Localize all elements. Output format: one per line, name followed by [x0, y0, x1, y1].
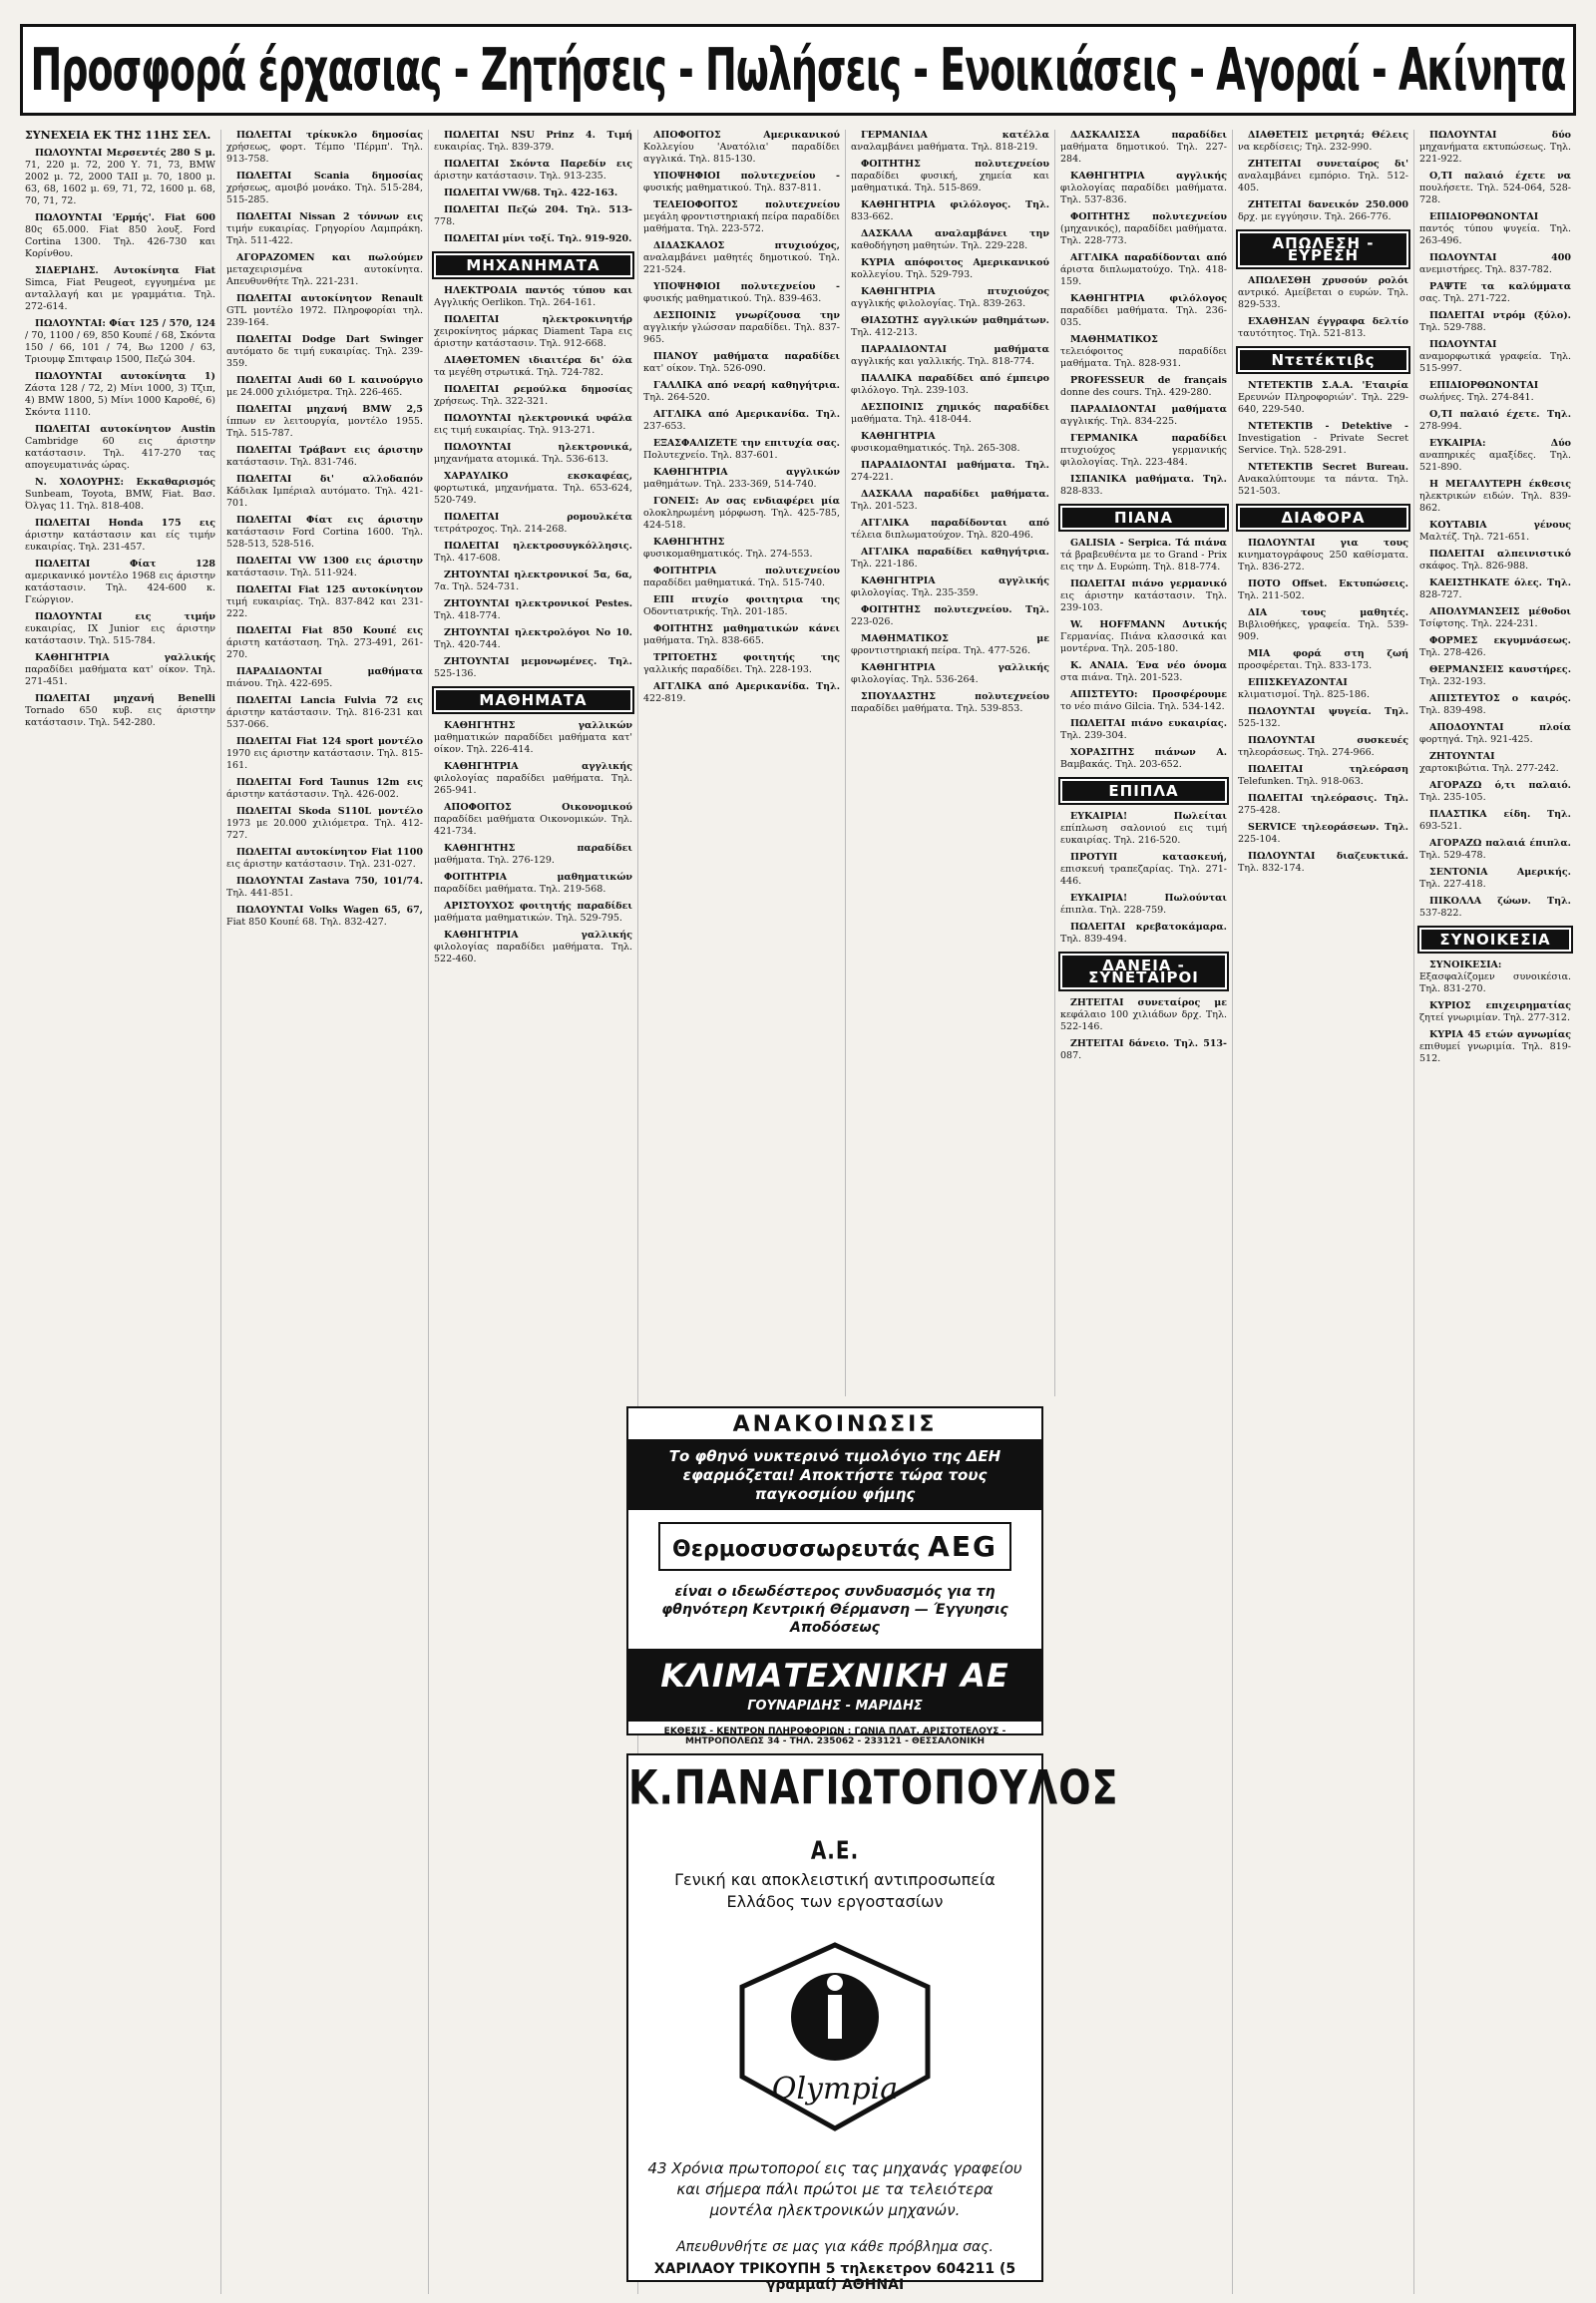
classified-ad: ΠΩΛΕΙΤΑΙ αυτοκίνητον Austin Cambridge 60 εις άριστην κατάστασιν. Τηλ. 417-270 τας απογευματινάς ώρας. [25, 424, 215, 471]
section-header-machines: ΜΗΧΑΝΗΜΑΤΑ [434, 253, 632, 277]
classified-ad: ΖΗΤΕΙΤΑΙ συνεταίρος με κεφάλαιο 100 χιλιάδων δρχ. Τηλ. 522-146. [1060, 997, 1227, 1032]
classified-ad: ΠΛΑΣΤΙΚΑ είδη. Τηλ. 693-521. [1419, 809, 1571, 832]
classified-ad: ΠΩΛΟΥΝΤΑΙ ηλεκτρονικά, μηχανήματα ατομικά. Τηλ. 536-613. [434, 442, 632, 465]
classified-ad: ΠΩΛΕΙΤΑΙ ρομουλκέτα τετράτροχος. Τηλ. 214-268. [434, 512, 632, 535]
classified-ad: ΠΩΛΟΥΝΤΑΙ αυτοκίνητα 1) Ζάστα 128 / 72, 2) Μίνι 1000, 3) Τζιπ, 4) BMW 1800, 5) Μίνι 1000 Καροθέ, 6) Σκόντα 1110. [25, 371, 215, 418]
classified-ad: ΠΩΛΕΙΤΑΙ Ford Taunus 12m εις άριστην κατάστασιν. Τηλ. 426-002. [226, 777, 423, 800]
ad-olympia-name: Κ.ΠΑΝΑΓΙΩΤΟΠΟΥΛΟΣ [628, 1759, 1119, 1815]
classified-ad: ΠΩΛΕΙΤΑΙ αυτοκίνητον Fiat 1100 εις άριστην κατάστασιν. Τηλ. 231-027. [226, 847, 423, 870]
classified-ad: ΑΠΙΣΤΕΥΤΟΣ ο καιρός. Τηλ. 839-498. [1419, 693, 1571, 716]
classified-ad: ΚΑΘΗΓΗΤΡΙΑ φιλόλογος παραδίδει μαθήματα. Τηλ. 236-035. [1060, 293, 1227, 328]
classified-ad: ΠΩΛΕΙΤΑΙ Scania δημοσίας χρήσεως, αμοιβό μονάκο. Τηλ. 515-284, 515-285. [226, 171, 423, 205]
classified-ad: ΑΠΟΔΟΥΝΤΑΙ πλοία φορτηγά. Τηλ. 921-425. [1419, 722, 1571, 745]
column-6-loans [1060, 997, 1227, 1062]
classified-ad: ΚΑΘΗΓΗΤΡΙΑ αγγλικής φιλολογίας παραδίδει μαθήματα. Τηλ. 537-836. [1060, 171, 1227, 205]
column-1-items [25, 148, 215, 729]
classified-ad: PROFESSEUR de français donne des cours. Τηλ. 429-280. [1060, 375, 1227, 398]
classified-ad: ΚΥΡΙΑ απόφοιτος Αμερικανικού κολλεγίου. Τηλ. 529-793. [851, 257, 1049, 280]
masthead [20, 24, 1576, 116]
classified-ad: ΕΠΙ πτυχίο φοιτητρια της Οδοντιατρικής. Τηλ. 201-185. [643, 594, 840, 617]
classified-ad: ΡΑΨΤΕ τα καλύμματα σας. Τηλ. 271-722. [1419, 281, 1571, 304]
ad-slogan: είναι ο ιδεωδέστερος συνδυασμός για τη φθηνότερη Κεντρική Θέρμανση — Έγγυησις Αποδόσεως [661, 1584, 1008, 1636]
classified-ad: ΠΩΛΕΙΤΑΙ Φίατ 128 αμερικανικό μοντέλο 1968 εις άριστην κατάστασιν. Τηλ. 424-600 κ. Γεώργιον. [25, 559, 215, 605]
classified-ad: ΠΩΛΟΥΝΤΑΙ αναμορφωτικά γραφεία. Τηλ. 515-997. [1419, 339, 1571, 374]
column-6-items [1060, 130, 1227, 498]
classified-ad: ΠΩΛΟΥΝΤΑΙ 400 ανεμιστήρες. Τηλ. 837-782. [1419, 252, 1571, 275]
classified-ad: ΖΗΤΟΥΝΤΑΙ ηλεκτρολόγοι No 10. Τηλ. 420-744. [434, 627, 632, 650]
classified-ad: ΠΩΛΕΙΤΑΙ Nissan 2 τόννων εις τιμήν ευκαιρίας. Γρηγορίου Λαμπράκη. Τηλ. 511-422. [226, 211, 423, 246]
classified-ad: ΚΥΡΙΑ 45 ετών αγνωμίας επιθυμεί γνωριμία. Τηλ. 819-512. [1419, 1029, 1571, 1064]
classified-ad: ΕΥΚΑΙΡΙΑ! Πωλείται επίπλωση σαλονιού εις τιμή ευκαιρίας. Τηλ. 216-520. [1060, 811, 1227, 846]
classified-ad: ΑΡΙΣΤΟΥΧΟΣ φοιτητής παραδίδει μαθήματα μαθηματικών. Τηλ. 529-795. [434, 901, 632, 924]
classified-ad: ΔΙΑΘΕΤΟΜΕΝ ιδιαιτέρα δι' όλα τα μεγέθη στρωτικά. Τηλ. 724-782. [434, 355, 632, 378]
classified-ad: ΠΩΛΟΥΝΤΑΙ ηλεκτρονικά υφάλα εις τιμή ευκαιρίας. Τηλ. 913-271. [434, 413, 632, 436]
column-4-items [643, 130, 840, 705]
classified-ad: ΠΑΛΛΙΚΑ παραδίδει από έμπειρο φιλόλογο. Τηλ. 239-103. [851, 373, 1049, 396]
classified-ad: ΗΛΕΚΤΡΟΔΙΑ παντός τύπου και Αγγλικής Oerlikon. Τηλ. 264-161. [434, 285, 632, 308]
classified-ad: ΑΓΓΛΙΚΑ παραδίδονται από άριστα διπλωματούχο. Τηλ. 418-159. [1060, 252, 1227, 287]
classified-ad: ΠΩΛΕΙΤΑΙ τηλεόρασις. Τηλ. 275-428. [1238, 793, 1408, 816]
classified-ad: ΧΑΡΑΥΛΙΚΟ εκσκαφέας, φορτωτικά, μηχανήματα. Τηλ. 653-624, 520-749. [434, 471, 632, 506]
classified-ad: ΘΙΑΣΩΤΗΣ αγγλικών μαθημάτων. Τηλ. 412-213. [851, 315, 1049, 338]
section-header-misc: ΔΙΑΦΟΡΑ [1238, 506, 1408, 530]
classified-ad: ΝΤΕΤΕΚΤΙΒ - Detektive - Investigation - Private Secret Service. Τηλ. 528-291. [1238, 421, 1408, 456]
classified-ad: ΠΩΛΟΥΝΤΑΙ ψυγεία. Τηλ. 525-132. [1238, 706, 1408, 729]
classified-ad: ΠΩΛΕΙΤΑΙ Φίατ εις άριστην κατάστασιν Ford Cortina 1600. Τηλ. 528-513, 528-516. [226, 515, 423, 550]
column-3 [429, 130, 638, 2294]
classified-ad: ΠΩΛΟΥΝΤΑΙ διαζευκτικά. Τηλ. 832-174. [1238, 851, 1408, 874]
classified-ad: ΠΡΟΤΥΠ κατασκευή, επισκευή τραπεζαρίας. Τηλ. 271-446. [1060, 852, 1227, 887]
column-8-items [1419, 130, 1571, 920]
classified-ad: ΠΩΛΕΙΤΑΙ Dodge Dart Swinger αυτόματο δε τιμή ευκαιρίας. Τηλ. 239-359. [226, 334, 423, 369]
section-header-loans: ΔΑΝΕΙΑ - ΣΥΝΕΤΑΙΡΟΙ [1060, 954, 1227, 989]
classified-ad: ΠΩΛΕΙΤΑΙ αυτοκίνητον Renault GTL μοντέλο 1972. Πληροφορίαι τηλ. 239-164. [226, 293, 423, 328]
column-1 [20, 130, 221, 2294]
classified-ad: ΦΟΙΤΗΤΗΣ πολυτεχνείου. Τηλ. 223-026. [851, 604, 1049, 627]
classified-ad: ΠΑΡΑΔΙΔΟΝΤΑΙ μαθήματα αγγλικής και γαλλικής. Τηλ. 818-774. [851, 344, 1049, 367]
classified-ad: ΣΙΔΕΡΙΔΗΣ. Αυτοκίνητα Fiat Simca, Fiat Peugeot, εγγυημένα με ανταλλαγή και με γραμμάτια. Τηλ. 272-614. [25, 265, 215, 312]
classified-ad: ΠΩΛΕΙΤΑΙ μίνι τοξί. Τηλ. 919-920. [444, 233, 632, 244]
classified-ad: ΔΙΑΘΕΤΕΙΣ μετρητά; Θέλεις να κερδίσεις; Τηλ. 232-990. [1238, 130, 1408, 153]
section-header-detective: Ντετέκτιβς [1238, 348, 1408, 372]
classified-ad: ΠΑΡΑΔΙΔΟΝΤΑΙ μαθήματα. Τηλ. 274-221. [851, 460, 1049, 483]
classified-ad: ΔΙΑ τους μαθητές. Βιβλιοθήκες, γραφεία. Τηλ. 539-909. [1238, 607, 1408, 642]
classified-ad: ΠΩΛΕΙΤΑΙ κρεβατοκάμαρα. Τηλ. 839-494. [1060, 922, 1227, 945]
classified-ad: ΠΩΛΕΙΤΑΙ αλπεινιστικό σκάφος. Τηλ. 826-988. [1419, 549, 1571, 572]
masthead-title: Προσφορά έρχασιας - Ζητήσεις - Πωλήσεις - Ενοικιάσεις - Αγοραί - Ακίνητα [30, 35, 1566, 105]
classified-ad: ΕΞΑΣΦΑΛΙΖΕΤΕ την επιτυχία σας. Πολυτεχνείο. Τηλ. 837-601. [643, 438, 840, 461]
classified-ad: ΠΩΛΕΙΤΑΙ Lancia Fulvia 72 εις άριστην κατάστασιν. Τηλ. 816-231 και 537-066. [226, 695, 423, 730]
classified-ad: ΣΕΝΤΟΝΙΑ Αμερικής. Τηλ. 227-418. [1419, 867, 1571, 890]
section-header-cohabit: ΣΥΝΟΙΚΕΣΙΑ [1419, 928, 1571, 952]
classified-ad: ΠΩΛΕΙΤΑΙ Fiat 124 sport μοντέλο 1970 εις άριστην κατάστασιν. Τηλ. 815-161. [226, 736, 423, 771]
classified-ad: ΦΟΙΤΗΤΗΣ μαθηματικών κάνει μαθήματα. Τηλ. 838-665. [643, 623, 840, 646]
olympia-logo-icon [730, 1937, 940, 2136]
classified-ad: ΖΗΤΟΥΝΤΑΙ ηλεκτρονικοί Pestes. Τηλ. 418-774. [434, 598, 632, 621]
olympia-advertisement [626, 1753, 1119, 2293]
classified-ad: ΠΩΛΕΙΤΑΙ VW/68. Τηλ. 422-163. [444, 188, 618, 198]
classified-ad: ΔΑΣΚΑΛΑ παραδίδει μαθήματα. Τηλ. 201-523. [851, 489, 1049, 512]
classified-ad: ΠΩΛΕΙΤΑΙ Σκόντα Παρεδίν εις άριστην κατάστασιν. Τηλ. 913-235. [434, 159, 632, 182]
classified-ad: ΑΠΙΣΤΕΥΤΟ: Προσφέρουμε το νέο πιάνο Gilcia. Τηλ. 534-142. [1060, 689, 1227, 712]
column-8-cohabit [1419, 960, 1571, 1065]
classified-ad: ΠΩΛΕΙΤΑΙ Skoda S110L μοντέλο 1973 με 20.000 χιλιόμετρα. Τηλ. 412-727. [226, 806, 423, 841]
classified-ad: ΠΩΛΕΙΤΑΙ Audi 60 L καινούργιο με 24.000 χιλιόμετρα. Τηλ. 226-465. [226, 375, 423, 398]
classified-ad: ΥΠΟΨΗΦΙΟΙ πολυτεχνείου - φυσικής μαθηματικού. Τηλ. 839-463. [643, 281, 840, 304]
classified-ad: ΓΕΡΜΑΝΙΔΑ κατέλλα αναλαμβάνει μαθήματα. Τηλ. 818-219. [851, 130, 1049, 153]
column-7-misc [1238, 538, 1408, 875]
classified-ad: Ο,ΤΙ παλαιό έχετε. Τηλ. 278-994. [1419, 409, 1571, 432]
classified-ad: ΖΗΤΟΥΝΤΑΙ ηλεκτρονικοί 5α, 6α, 7α. Τηλ. 524-731. [434, 570, 632, 592]
classified-ad: ΠΙΑΝΟΥ μαθήματα παραδίδει κατ' οίκον. Τηλ. 526-090. [643, 351, 840, 374]
classified-ad: ΔΙΔΑΣΚΑΛΟΣ πτυχιούχος, αναλαμβάνει μαθητές δημοτικού. Τηλ. 221-524. [643, 240, 840, 275]
column-7 [1233, 130, 1414, 2294]
ad-product-box [658, 1522, 1011, 1571]
classified-ad: Ν. ΧΟΛΟΥΡΗΣ: Εκκαθαρισμός Sunbeam, Toyota, BMW, Fiat. Βασ. Όλγας 11. Τηλ. 818-408. [25, 477, 215, 512]
classified-ad: ΚΑΘΗΓΗΤΡΙΑ αγγλικής φιλολογίας. Τηλ. 235-359. [851, 576, 1049, 598]
column-6 [1055, 130, 1233, 2294]
classified-ad: ΜΙΑ φορά στη ζωή προσφέρεται. Τηλ. 833-173. [1238, 648, 1408, 671]
classified-ad: ΑΓΟΡΑΖΩ ό,τι παλαιό. Τηλ. 235-105. [1419, 780, 1571, 803]
column-6-piana [1060, 538, 1227, 771]
classified-ad: ΚΑΘΗΓΗΤΡΙΑ γαλλικής παραδίδει μαθήματα κατ' οίκον. Τηλ. 271-451. [25, 652, 215, 687]
classified-ad: ΠΩΛΕΙΤΑΙ δι' αλλοδαπόν Κάδιλακ Ιμπέριαλ αυτόματο. Τηλ. 421-701. [226, 474, 423, 509]
column-3-lessons [434, 720, 632, 965]
classified-ad: ΠΩΛΕΙΤΑΙ πιάνο ευκαιρίας. Τηλ. 239-304. [1060, 718, 1227, 741]
ad-company-address: ΕΚΘΕΣΙΣ - ΚΕΝΤΡΟΝ ΠΛΗΡΟΦΟΡΙΩΝ : ΓΩΝΙΑ ΠΛΑΤ. ΑΡΙΣΤΟΤΕΛΟΥΣ - ΜΗΤΡΟΠΟΛΕΩΣ 34 - ΤΗΛ. 235062 - 233121 - ΘΕΣΣΑΛΟΝΙΚΗ [663, 1727, 1006, 1746]
classified-ad: ΝΤΕΤΕΚΤΙΒ Secret Bureau. Ανακαλύπτουμε τα πάντα. Τηλ. 521-503. [1238, 462, 1408, 497]
classified-ad: ΚΑΕΙΣΤΗΚΑΤΕ όλες. Τηλ. 828-727. [1419, 577, 1571, 600]
classified-ad: ΑΓΓΛΙΚΑ από Αμερικανίδα. Τηλ. 422-819. [643, 681, 840, 704]
classified-ad: ΦΟΡΜΕΣ εκγυμνάσεως. Τηλ. 278-426. [1419, 635, 1571, 658]
classified-ad: ΠΩΛΟΥΝΤΑΙ για τους κινηματογράφους 250 καθίσματα. Τηλ. 836-272. [1238, 538, 1408, 573]
classified-ad: ΚΑΘΗΓΗΤΗΣ παραδίδει μαθήματα. Τηλ. 276-129. [434, 843, 632, 866]
classified-ad: ΦΟΙΤΗΤΡΙΑ μαθηματικών παραδίδει μαθήματα. Τηλ. 219-568. [434, 872, 632, 895]
classified-ad: ΖΗΤΕΙΤΑΙ δανεικόν 250.000 δρχ. με εγγύησιν. Τηλ. 266-776. [1238, 199, 1408, 222]
ad-olympia-suffix: Α.Ε. [810, 1834, 860, 1865]
classified-ad: GALISIA - Serpica. Τά πιάνα τά βραβευθέντα με το Grand - Prix εις την Δ. Ευρώπη. Τηλ. 818-774. [1060, 538, 1227, 573]
classified-ad: ΑΠΟΦΟΙΤΟΣ Αμερικανικού Κολλεγίου 'Ανατόλια' παραδίδει αγγλικά. Τηλ. 815-130. [643, 130, 840, 165]
classified-ad: ΕΠΙΔΙΟΡΘΩΝΟΝΤΑΙ παντός τύπου ψυγεία. Τηλ. 263-496. [1419, 211, 1571, 246]
classified-ad: ΠΩΛΕΙΤΑΙ ηλεκτροκινητήρ χειροκίνητος μάρκας Diament Tapa εις άριστην κατάστασιν. Τηλ. 912-668. [434, 314, 632, 349]
classified-ad: ΦΟΙΤΗΤΗΣ πολυτεχνείου παραδίδει φυσική, χημεία και μαθηματικά. Τηλ. 515-869. [851, 159, 1049, 193]
classified-ad: ΚΑΘΗΓΗΤΗΣ φυσικομαθηματικός. Τηλ. 274-553. [643, 537, 813, 560]
olympia-logo-text: Olympia [771, 2072, 899, 2107]
classified-ad: ΥΠΟΨΗΦΙΟΙ πολυτεχνείου - φυσικής μαθηματικού. Τηλ. 837-811. [643, 171, 840, 193]
classified-ad: ΠΩΛΕΙΤΑΙ VW 1300 εις άριστην κατάστασιν. Τηλ. 511-924. [226, 556, 423, 578]
classified-ad: ΠΑΡΑΔΙΔΟΝΤΑΙ μαθήματα αγγλικής. Τηλ. 834-225. [1060, 404, 1227, 427]
classified-ad: ΠΩΛΟΥΝΤΑΙ 'Ερμής'. Fiat 600 80ς 65.000. Fiat 850 λουξ. Ford Cortina 1300. Τηλ. 426-730 και Κορίνθου. [25, 212, 215, 259]
classified-ad: ΓΑΛΛΙΚΑ από νεαρή καθηγήτρια. Τηλ. 264-520. [643, 380, 840, 403]
classified-ad: ΠΩΛΟΥΝΤΑΙ Zastava 750, 101/74. Τηλ. 441-851. [226, 876, 423, 899]
classified-ad: ΖΗΤΟΥΝΤΑΙ μεμονωμένες. Τηλ. 525-136. [434, 656, 632, 679]
classified-ad: ΠΩΛΟΥΝΤΑΙ δύο μηχανήματα εκτυπώσεως. Τηλ. 221-922. [1419, 130, 1571, 165]
section-header-lost: ΑΠΩΛΕΣΗ - ΕΥΡΕΣΗ [1238, 231, 1408, 267]
classified-ad: ΚΑΘΗΓΗΤΡΙΑ αγγλικών μαθημάτων. Τηλ. 233-369, 514-740. [643, 467, 840, 490]
classified-ad: ΣΥΝΟΙΚΕΣΙΑ: Εξασφαλίζομεν συνοικέσια. Τηλ. 831-270. [1419, 960, 1571, 994]
column-4 [638, 130, 846, 1396]
column-2-items [226, 130, 423, 929]
ad-company-block [628, 1649, 1041, 1722]
classified-ad: ΑΓΓΛΙΚΑ από Αμερικανίδα. Τηλ. 237-653. [643, 409, 840, 432]
classified-ad: ΕΥΚΑΙΡΙΑ! Πωλούνται έπιπλα. Τηλ. 228-759. [1060, 893, 1227, 916]
ad-announcement-title: ΑΝΑΚΟΙΝΩΣΙΣ [628, 1408, 1041, 1441]
classified-ad: ΙΣΠΑΝΙΚΑ μαθήματα. Τηλ. 828-833. [1060, 474, 1227, 497]
ad-banner-text: Το φθηνό νυκτερινό τιμολόγιο της ΔΕΗ εφαρμόζεται! Αποκτήστε τώρα τους παγκοσμίου φήμης [628, 1441, 1041, 1510]
classified-ad: ΠΩΛΟΥΝΤΑΙ Μερσεντές 280 S μ. 71, 220 μ. 72, 200 Υ. 71, 73, BMW 2002 μ. 72, 2000 ΤΑΙΙ μ. 70, 1800 μ. 63, 68, 1602 μ. 69, 71, 72, 1600 μ. 68, 70, 71, 72. [25, 148, 215, 206]
classified-ad: ΦΟΙΤΗΤΡΙΑ πολυτεχνείου παραδίδει μαθηματικά. Τηλ. 515-740. [643, 566, 840, 588]
column-7-lost [1238, 275, 1408, 340]
classified-ad: Ο,ΤΙ παλαιό έχετε να πουλήσετε. Τηλ. 524-064, 528-728. [1419, 171, 1571, 205]
classified-ad: ΑΠΟΛΥΜΑΝΣΕΙΣ μέθοδοι Τσίφτσης. Τηλ. 224-231. [1419, 606, 1571, 629]
column-5 [846, 130, 1055, 1396]
classified-ad: SERVICE τηλεοράσεων. Τηλ. 225-104. [1238, 822, 1408, 845]
classified-ad: ΤΡΙΤΟΕΤΗΣ φοιτητής της γαλλικής παραδίδει. Τηλ. 228-193. [643, 652, 840, 675]
classified-ad: ΚΑΘΗΓΗΤΡΙΑ φιλόλογος. Τηλ. 833-662. [851, 199, 1049, 222]
classified-ad: ΠΩΛΕΙΤΑΙ Honda 175 εις άριστην κατάστασιν και είς τιμήν ευκαιρίας. Τηλ. 231-457. [25, 518, 215, 553]
column-2 [221, 130, 429, 2294]
classified-ad: ΠΟΤΟ Offset. Εκτυπώσεις. Τηλ. 211-502. [1238, 578, 1408, 601]
ad-olympia-cta: Απευθυνθήτε σε μας για κάθε πρόβλημα σας. [676, 2239, 994, 2255]
classified-ad: ΠΩΛΕΙΤΑΙ NSU Prinz 4. Τιμή ευκαιρίας. Τηλ. 839-379. [434, 130, 632, 153]
ad-olympia-address: ΧΑΡΙΛΑΟΥ ΤΡΙΚΟΥΠΗ 5 τηλεκετρον 604211 (5 γραμμαί) ΑΘΗΝΑΙ [653, 2261, 1016, 2293]
classified-ad: ΠΩΛΕΙΤΑΙ Fiat 125 αυτοκίνητον τιμή ευκαιρίας. Τηλ. 837-842 και 231-222. [226, 584, 423, 619]
column-8 [1414, 130, 1576, 2294]
classified-ad: ΚΑΘΗΓΗΤΡΙΑ πτυχιούχος αγγλικής φιλολογίας. Τηλ. 839-263. [851, 286, 1049, 309]
classified-ad: ΠΩΛΕΙΤΑΙ τηλεόραση Telefunken. Τηλ. 918-063. [1238, 764, 1408, 787]
continuation-note: ΣΥΝΕΧΕΙΑ ΕΚ ΤΗΣ 11ΗΣ ΣΕΛ. [25, 130, 211, 142]
classified-ad: ΧΟΡΑΣΙΤΗΣ πιάνων Α. Βαμβακάς. Τηλ. 203-652. [1060, 747, 1227, 770]
classified-ad: ΠΩΛΕΙΤΑΙ ντρόμ (ξύλο). Τηλ. 529-788. [1419, 310, 1571, 333]
classified-ad: ΕΥΚΑΙΡΙΑ: Δύο αναπηρικές αμαξίδες. Τηλ. 521-890. [1419, 438, 1571, 473]
classified-ad: ΓΕΡΜΑΝΙΚΑ παραδίδει πτυχιούχος γερμανικής φιλολογίας. Τηλ. 223-484. [1060, 433, 1227, 468]
classified-ad: ΠΩΛΕΙΤΑΙ μηχανή Benelli Tornado 650 κυβ. εις άριστην κατάστασιν. Τηλ. 542-280. [25, 693, 215, 728]
classified-ad: ΠΩΛΟΥΝΤΑΙ εις τιμήν ευκαιρίας, ΙΧ Junior εις άριστην κατάστασιν. Τηλ. 515-784. [25, 611, 215, 646]
column-5-items [851, 130, 1049, 715]
classified-ad: W. HOFFMANN Δυτικής Γερμανίας. Πιάνα κλασσικά και μοντέρνα. Τηλ. 205-180. [1060, 619, 1227, 654]
section-header-lessons: ΜΑΘΗΜΑΤΑ [434, 688, 632, 712]
column-3-machines [434, 285, 632, 680]
classified-ad: ΑΠΩΛΕΣΘΗ χρυσούν ρολόι αντρικό. Αμείβεται ο ευρών. Τηλ. 829-533. [1238, 275, 1408, 310]
classified-ad: ΖΗΤΕΙΤΑΙ συνεταίρος δι' αναλαμβάνει εμπόριο. Τηλ. 512-405. [1238, 159, 1408, 193]
classified-ad: ΠΩΛΕΙΤΑΙ μηχανή BMW 2,5 ίππων εν λειτουργία, μοντέλο 1955. Τηλ. 515-787. [226, 404, 423, 439]
classified-ad: ΚΑΘΗΓΗΤΡΙΑ γαλλικής φιλολογίας παραδίδει μαθήματα. Τηλ. 522-460. [434, 930, 632, 964]
classified-ad: ΜΑΘΗΜΑΤΙΚΟΣ με φροντιστηριακή πείρα. Τηλ. 477-526. [851, 633, 1049, 656]
classified-ad: ΠΩΛΕΙΤΑΙ Fiat 850 Κουπέ εις άριστη κατάσταση. Τηλ. 273-491, 261-270. [226, 625, 423, 660]
classified-ad: ΖΗΤΟΥΝΤΑΙ χαρτοκιβώτια. Τηλ. 277-242. [1419, 751, 1559, 774]
column-7-detective [1238, 380, 1408, 498]
section-header-furniture: ΕΠΙΠΛΑ [1060, 779, 1227, 803]
classified-ad: ΠΩΛΕΙΤΑΙ Τράβαντ εις άριστην κατάστασιν. Τηλ. 831-746. [226, 445, 423, 468]
classified-ad: ΝΤΕΤΕΚΤΙΒ Σ.Α.Α. 'Εταιρία Ερευνών Πληροφοριών'. Τηλ. 229-640, 229-540. [1238, 380, 1408, 415]
classified-ad: Η ΜΕΓΑΛΥΤΕΡΗ έκθεσις ηλεκτρικών ειδών. Τηλ. 839-862. [1419, 479, 1571, 514]
ad-company-name: ΚΛΙΜΑΤΕΧΝΙΚΗ ΑΕ [660, 1657, 1009, 1695]
ad-olympia-company [628, 1742, 1119, 1870]
classified-ad: ΕΠΙΔΙΟΡΘΩΝΟΝΤΑΙ σωλήνες. Τηλ. 274-841. [1419, 380, 1539, 403]
classified-ad: ΕΠΙΣΚΕΥΑΖΟΝΤΑΙ κλιματισμοί. Τηλ. 825-186. [1238, 677, 1370, 700]
classified-ad: ΠΙΚΟΛΛΑ ζώων. Τηλ. 537-822. [1419, 896, 1571, 919]
classified-ad: ΠΩΛΕΙΤΑΙ ρεμούλκα δημοσίας χρήσεως. Τηλ. 322-321. [434, 384, 632, 407]
classified-ad: ΜΑΘΗΜΑΤΙΚΟΣ τελειόφοιτος παραδίδει μαθήματα. Τηλ. 828-931. [1060, 334, 1227, 369]
classified-ad: ΚΑΘΗΓΗΤΡΙΑ φυσικομαθηματικός. Τηλ. 265-308. [851, 431, 1020, 454]
aeg-advertisement [626, 1406, 1043, 1746]
classified-ad: ΑΠΟΦΟΙΤΟΣ Οικονομικού παραδίδει μαθήματα Οικονομικών. Τηλ. 421-734. [434, 802, 632, 837]
classified-ad: ΓΟΝΕΙΣ: Αν σας ενδιαφέρει μία ολοκληρωμένη μόρφωση. Τηλ. 425-785, 424-518. [643, 496, 840, 531]
classified-ad: ΘΕΡΜΑΝΣΕΙΣ καυστήρες. Τηλ. 232-193. [1419, 664, 1571, 687]
classified-ad: ΔΑΣΚΑΛΙΣΣΑ παραδίδει μαθήματα δημοτικού. Τηλ. 227-284. [1060, 130, 1227, 165]
classified-ad: ΠΩΛΟΥΝΤΑΙ: Φίατ 125 / 570, 124 / 70, 1100 / 69, 850 Κουπέ / 68, Σκόντα 150 / 66, 101 / 74, Βω 1200 / 63, Τριουμφ Σπιτφαιρ 1500, Πεζώ 304. [25, 318, 215, 365]
classified-ad: ΚΑΘΗΓΗΤΡΙΑ αγγλικής φιλολογίας παραδίδει μαθήματα. Τηλ. 265-941. [434, 761, 632, 796]
classified-ad: ΔΑΣΚΑΛΑ αναλαμβάνει την καθοδήγηση μαθητών. Τηλ. 229-228. [851, 228, 1049, 251]
ad-olympia-text: 43 Χρόνια πρωτοποροί εις τας μηχανάς γραφείου και σήμερα πάλι πρώτοι με τα τελειότερα μοντέλα ηλεκτρονικών μηχανών. [647, 2159, 1022, 2219]
classified-ad: ΠΩΛΕΙΤΑΙ Πεζώ 204. Τηλ. 513-778. [434, 204, 632, 227]
classified-ad: ΚΥΡΙΟΣ επιχειρηματίας ζητεί γνωριμίαν. Τηλ. 277-312. [1419, 1000, 1571, 1023]
ad-olympia-subtitle: Γενική και αποκλειστική αντιπροσωπεία Ελλάδος των εργοστασίων [674, 1870, 996, 1911]
classified-ad: ΑΓΓΛΙΚΑ παραδίδονται από τέλεια διπλωματούχον. Τηλ. 820-496. [851, 518, 1049, 541]
classified-ad: ΚΑΘΗΓΗΤΗΣ γαλλικών μαθηματικών παραδίδει μαθήματα κατ' οίκον. Τηλ. 226-414. [434, 720, 632, 755]
classified-ad: ΑΓΟΡΑΖΟΜΕΝ και πωλούμεν μεταχειρισμένα αυτοκίνητα. Απευθυνθήτε Τηλ. 221-231. [226, 252, 423, 287]
classified-ad: ΠΩΛΟΥΝΤΑΙ συσκευές τηλεοράσεως. Τηλ. 274-966. [1238, 735, 1408, 758]
ad-company-owners: ΓΟΥΝΑΡΙΔΗΣ - ΜΑΡΙΔΗΣ [747, 1699, 923, 1714]
classified-ad: ΠΑΡΑΔΙΔΟΝΤΑΙ μαθήματα πιάνου. Τηλ. 422-695. [226, 666, 423, 689]
classified-ad: ΤΕΛΕΙΟΦΟΙΤΟΣ πολυτεχνείου μεγάλη φροντιστηριακή πείρα παραδίδει μαθήματα. Τηλ. 223-572. [643, 199, 840, 234]
classified-ad: ΔΕΣΠΟΙΝΙΣ γνωρίζουσα την αγγλικήν γλώσσαν παραδίδει. Τηλ. 837-965. [643, 310, 840, 345]
classified-ad: ΣΠΟΥΔΑΣΤΗΣ πολυτεχνείου παραδίδει μαθήματα. Τηλ. 539-853. [851, 691, 1049, 714]
classified-ad: ΕΧΑΘΗΣΑΝ έγγραφα δελτίο ταυτότητος. Τηλ. 521-813. [1238, 316, 1408, 339]
classified-ad: ΠΩΛΕΙΤΑΙ ηλεκτροσυγκόλλησις. Τηλ. 417-608. [434, 541, 632, 564]
column-7-items [1238, 130, 1408, 223]
section-header-piana: ΠΙΑΝΑ [1060, 506, 1227, 530]
ad-brand: AEG [928, 1530, 998, 1563]
classified-ad: ΠΩΛΟΥΝΤΑΙ Volks Wagen 65, 67, Fiat 850 Κουπέ 68. Τηλ. 832-427. [226, 905, 423, 928]
classified-ad: ΑΓΓΛΙΚΑ παραδίδει καθηγήτρια. Τηλ. 221-186. [851, 547, 1049, 570]
classified-ad: ΖΗΤΕΙΤΑΙ δάνειο. Τηλ. 513-087. [1060, 1038, 1227, 1061]
column-6-furniture [1060, 811, 1227, 946]
classified-ad: Κ. ΑΝΑΙΑ. Ένα νέο όνομα στα πιάνα. Τηλ. 201-523. [1060, 660, 1227, 683]
classified-ad: ΔΕΣΠΟΙΝΙΣ χημικός παραδίδει μαθήματα. Τηλ. 418-044. [851, 402, 1049, 425]
classified-ad: ΚΑΘΗΓΗΤΡΙΑ γαλλικής φιλολογίας. Τηλ. 536-264. [851, 662, 1049, 685]
classified-ad: ΦΟΙΤΗΤΗΣ πολυτεχνείου (μηχανικός), παραδίδει μαθήματα. Τηλ. 228-773. [1060, 211, 1227, 246]
classified-ad: ΠΩΛΕΙΤΑΙ πιάνο γερμανικό εις άριστην κατάστασιν. Τηλ. 239-103. [1060, 578, 1227, 613]
classified-ad: ΠΩΛΕΙΤΑΙ τρίκυκλο δημοσίας χρήσεως, φορτ. Τέμπο 'Πέρμπ'. Τηλ. 913-758. [226, 130, 423, 165]
classified-ad: ΚΟΥΤΑΒΙΑ γένους Μαλτέζ. Τηλ. 721-651. [1419, 520, 1571, 543]
column-3-items [434, 130, 632, 245]
ad-product-name: Θερμοσυσσωρευτάς [672, 1537, 921, 1562]
classified-ad: ΑΓΟΡΑΖΩ παλαιά έπιπλα. Τηλ. 529-478. [1419, 838, 1571, 861]
